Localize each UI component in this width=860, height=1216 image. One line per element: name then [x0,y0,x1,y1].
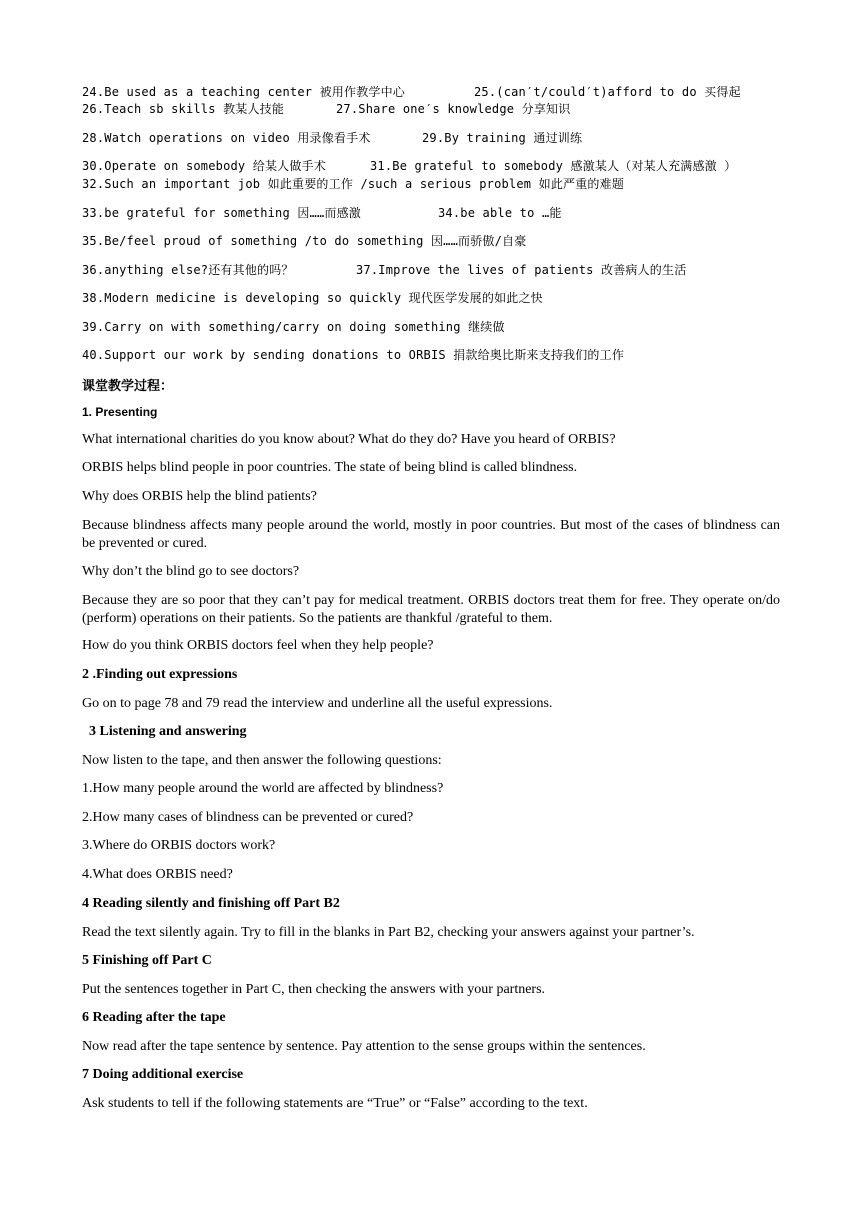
phrase-line-33-34 [82,204,562,221]
section-3-heading: 3 Listening and answering [89,724,247,739]
section-6-heading: 6 Reading after the tape [82,1010,226,1025]
section-1-p3: Why does ORBIS help the blind patients? [82,489,317,504]
phrase-26: 26.Teach sb skills 教某人技能 [82,102,285,116]
phrase-27: 27.Share one′s knowledge 分享知识 [336,102,571,116]
section-1-p7: How do you think ORBIS doctors feel when they help people? [82,638,434,653]
phrase-line-24-25 [82,83,741,100]
phrase-line-30-31 [82,157,737,174]
section-1-p6: Because they are so poor that they can’t pay for medical treatment. ORBIS doctors treat them for free. They operate on/do (perform) operations on their patients. So the patients are thankful /grateful to them. [82,593,780,626]
phrase-25: 25.(can′t/could′t)afford to do 买得起 [474,85,741,99]
phrase-28: 28.Watch operations on video 用录像看手术 [82,131,371,145]
section-5-heading: 5 Finishing off Part C [82,953,212,968]
section-3-p1: Now listen to the tape, and then answer the following questions: [82,753,442,768]
phrase-24: 24.Be used as a teaching center 被用作教学中心 [82,85,405,99]
section-4-p1: Read the text silently again. Try to fill in the blanks in Part B2, checking your answers against your partner’s. [82,925,695,940]
phrase-37: 37.Improve the lives of patients 改善病人的生活 [356,263,687,277]
section-5-p1: Put the sentences together in Part C, then checking the answers with your partners. [82,982,546,997]
phrase-36: 36.anything else?还有其他的吗？ [82,263,294,277]
question-1: 1.How many people around the world are affected by blindness? [82,781,444,796]
section-2-p1: Go on to page 78 and 79 read the interview and underline all the useful expressions. [82,696,553,711]
section-6-p1: Now read after the tape sentence by sentence. Pay attention to the sense groups within the sentences. [82,1039,646,1054]
phrase-34: 34.be able to …能 [438,206,562,220]
section-2-heading: 2 .Finding out expressions [82,667,238,682]
section-1-heading: 1. Presenting [82,405,158,419]
phrase-line-28-29 [82,129,582,146]
phrase-40: 40.Support our work by sending donations to ORBIS 捐款给奥比斯来支持我们的工作 [82,348,625,362]
question-3: 3.Where do ORBIS doctors work? [82,838,276,853]
question-4: 4.What does ORBIS need? [82,867,233,882]
section-1-p2: ORBIS helps blind people in poor countries. The state of being blind is called blindness. [82,460,578,475]
phrase-35: 35.Be/feel proud of something /to do something 因……而骄傲/自豪 [82,234,527,248]
section-1-p4: Because blindness affects many people around the world, mostly in poor countries. But most of the cases of blindness can be prevented or cured. [82,518,780,551]
section-7-p1: Ask students to tell if the following statements are “True” or “False” according to the text. [82,1096,588,1111]
question-2: 2.How many cases of blindness can be prevented or cured? [82,810,414,825]
section-1-p1: What international charities do you know about? What do they do? Have you heard of ORBIS? [82,432,616,447]
phrase-29: 29.By training 通过训练 [422,131,583,145]
phrase-30: 30.Operate on somebody 给某人做手术 [82,159,326,173]
phrase-31: 31.Be grateful to somebody 感激某人（对某人充满感激 ） [370,159,737,173]
phrase-38: 38.Modern medicine is developing so quickly 现代医学发展的如此之快 [82,291,543,305]
phrase-39: 39.Carry on with something/carry on doing something 继续做 [82,320,505,334]
section-4-heading: 4 Reading silently and finishing off Part B2 [82,896,340,911]
section-7-heading: 7 Doing additional exercise [82,1067,244,1082]
phrase-line-26-27 [82,100,570,117]
section-1-p5: Why don’t the blind go to see doctors? [82,564,300,579]
phrase-32: 32.Such an important job 如此重要的工作 /such a serious problem 如此严重的难题 [82,177,625,191]
phrase-33: 33.be grateful for something 因……而感激 [82,206,361,220]
phrase-line-36-37 [82,261,686,278]
process-title: 课堂教学过程： [82,379,174,394]
